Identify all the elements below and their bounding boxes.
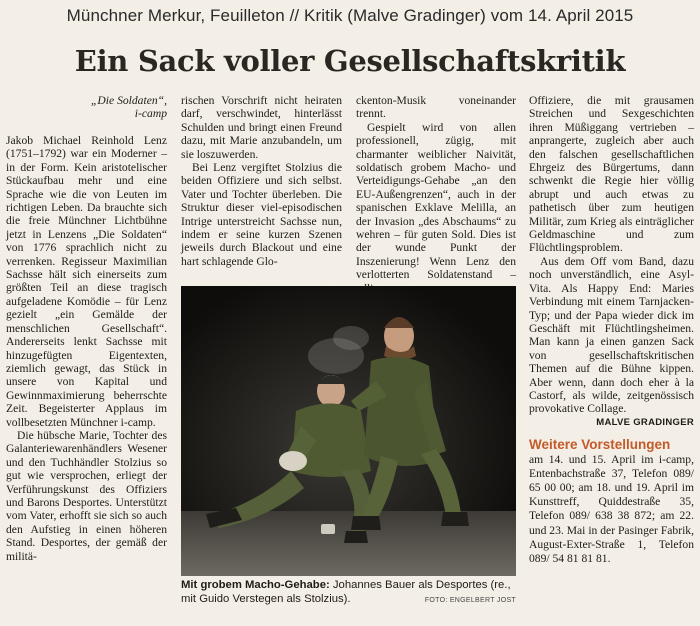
smoke-cloud [333,326,369,350]
caption-bold: Mit grobem Macho-Gehabe: [181,579,330,591]
performances-heading: Weitere Vorstellungen [529,437,671,453]
paragraph: Jakob Michael Reinhold Lenz (1751–1792) war ein Moderner – in der Form. Kein aristotelischer Stückaufbau mehr und eine Sprache wie die von Leuten im richtigen Leben. Da brauchte sich die freie Münchner Lichtbühne jetzt in Lenzens „Die Soldaten“ von 1776 sprachlich nicht zu verrenken. Regisseur Maximilian Sachsse hält sich einerseits zum größten Teil an diese tragisch aufgeladene Komödie – für Lenz gezielt „ein Gemälde der menschlichen Gesellschaft“. Andererseits lenkt Sachsse mit hinzugefügten Eigentexten, ziemlich gewagt, das Stück in unsere von Kapital und Gewinnmaximierung beherrschte Zeit. Begeisterter Applaus im vollbesetzten Münchner i-camp. [6,134,167,429]
paragraph: Bei Lenz vergiftet Stolzius die beiden Offiziere und sich selbst. Vater und Tochter überleben. Die Struktur dieser viel-episodischen Intrige unterstreicht Sachsse nun, indem er seine kurzen Szenen jeweils durch Blackout und eine hart schlagende Glo- [181,161,342,268]
kicker-venue: i-camp [134,107,167,120]
article-column-4 [529,94,694,566]
paragraph: Offiziere, die mit grausamen Streichen und Sexgeschichten ihren Müßiggang vertrieben – anprangerte, zugleich aber auch den falschen gesellschaftlichen Ehrgeiz des Bürgertums, dann schwenkt die Regie hier völlig abrupt und auch etwas zu pathetisch über zum heutigen Militär, zum Krieg als einträglicher Geldmaschine und zum Flüchtlingsproblem. [529,94,694,255]
article-column-2 [181,94,342,268]
paragraph: Gespielt wird von allen professionell, zügig, mit charmanter weiblicher Naivität, soldatisch grobem Macho- und Verteidigungs-Gehabe „an den EU-Außengrenzen“, auch in der spanischen Exklave Melilla, an der Invasion „des Abschaums“ zu wehren – für guten Sold. Dies ist der wunde Punkt der Inszenierung! Wenn Lenz den verlotterten Soldatenstand – [356,120,516,282]
kicker [6,94,167,120]
stage-photo [181,286,516,576]
author-byline: MALVE GRADINGER [596,416,694,428]
source-line: Münchner Merkur, Feuilleton // Kritik (Malve Gradinger) vom 14. April 2015 [66,6,634,25]
caption-text: Johannes Bauer als Desportes (re., mit Guido Verstegen als Stolzius). [181,579,511,605]
performances-text: am 14. und 15. April im i-camp, Entenbachstraße 37, Telefon 089/ 65 00 00; am 18. und 19. April im Kunsttreff, Quiddestraße 35, Telefon 089/ 638 38 872; am 22. und 23. Mai in der Pasinger Fabrik, August-Exter-Straße 1, Telefon 089/ 54 81 81 81. [529,452,694,565]
paragraph: ckenton-Musik voneinander trennt. [356,94,516,121]
paragraph: Die hübsche Marie, Tochter des Galanteriewarenhändlers Wesener und den Tuchhändler Stolzius so gut wie versprochen, erliegt der Verführungskunst des Offiziers und Barons Desportes. Unterstützt vom Vater, erhofft sie sich so auch den Aufstieg in einen höheren Stand. Desportes, der gemäß der militä- [6,428,167,563]
photo-caption [181,579,516,606]
headline: Ein Sack voller Gesellschaftskritik [74,44,626,78]
paragraph: Aus dem Off vom Band, dazu noch unverständlich, eine Asyl-Vita. Als Happy End: Maries Verbindung mit einem Tarnjacken-Typ; und der Papa wieder dick im Geschäft mit Flüchtlingsheimen. Man kann ja einen ganzen Sack von gesellschaftskritischen Themen auf die Bühne kippen. Aber wenn, dann doch eher à la Castorf, als wilde, zeitgenössisch provokative Collage. [529,254,694,416]
stage-photo-illustration [181,286,516,576]
paragraph: rischen Vorschrift nicht heiraten darf, verschwindet, hinterlässt Schulden und bringt einen Freund dazu, mit Marie anzubandeln, um sie loszuwerden. [181,94,342,161]
article-column-1 [6,94,167,563]
prop-cup [321,524,335,534]
photo-credit: FOTO: ENGELBERT JOST [424,596,516,604]
article-column-3 [356,94,516,295]
kicker-title: „Die Soldaten“, [90,94,167,107]
